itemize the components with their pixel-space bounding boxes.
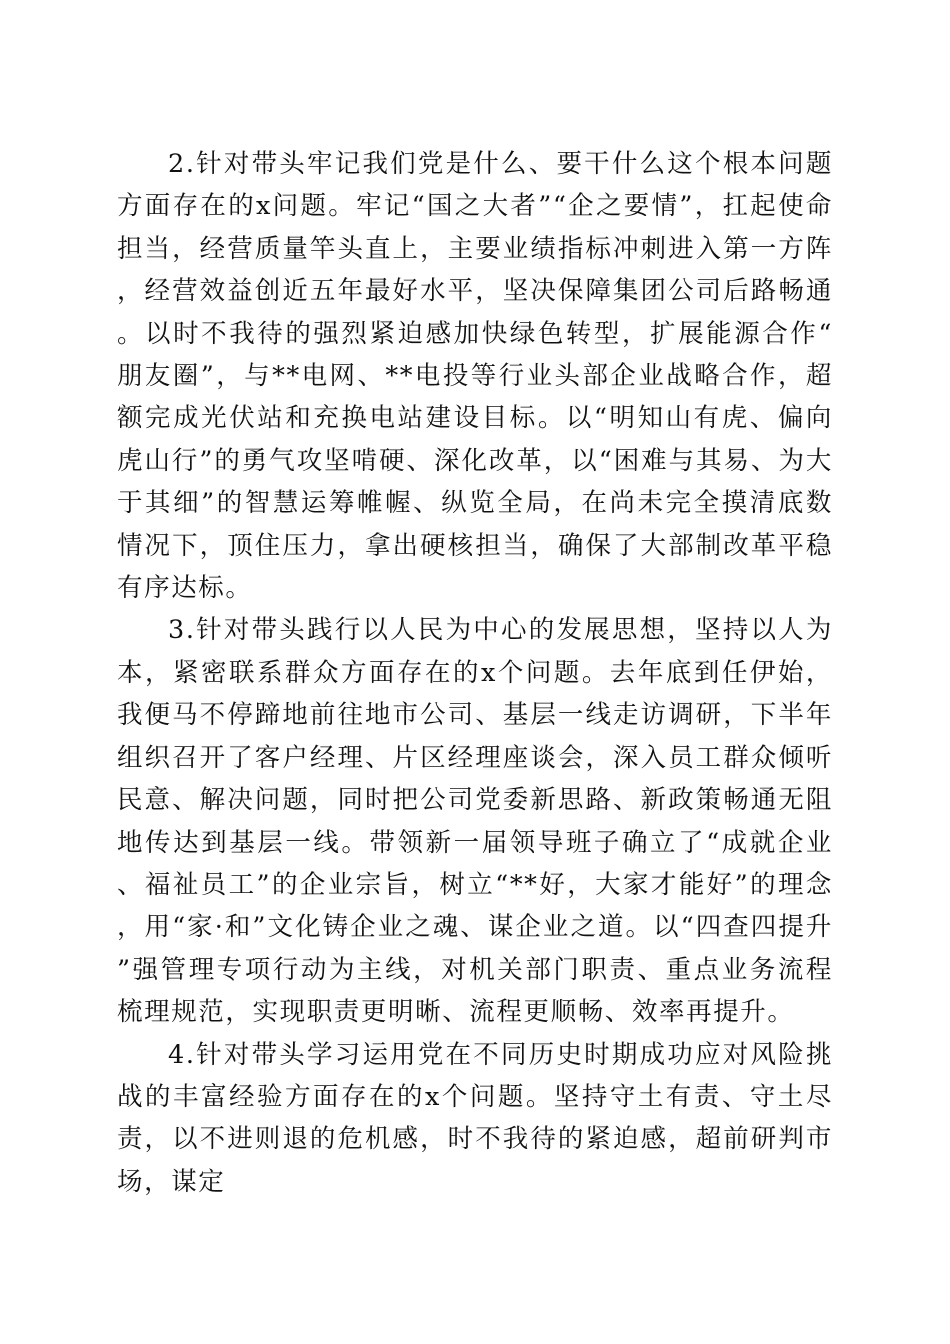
document-body: [117, 143, 833, 1203]
paragraph-item-2: 2.针对带头牢记我们党是什么、要干什么这个根本问题方面存在的x问题。牢记“国之大者”“企之要情”，扛起使命担当，经营质量竿头直上，主要业绩指标冲刺进入第一方阵，经营效益创近五年最好水平，坚决保障集团公司后路畅通。以时不我待的强烈紧迫感加快绿色转型，扩展能源合作“朋友圈”，与**电网、**电投等行业头部企业战略合作，超额完成光伏站和充换电站建设目标。以“明知山有虎、偏向虎山行”的勇气攻坚啃硬、深化改革，以“困难与其易、为大于其细”的智慧运筹帷幄、纵览全局，在尚未完全摸清底数情况下，顶住压力，拿出硬核担当，确保了大部制改革平稳有序达标。: [117, 149, 833, 604]
paragraph-item-4: 4.针对带头学习运用党在不同历史时期成功应对风险挑战的丰富经验方面存在的x个问题。坚持守土有责、守土尽责，以不进则退的危机感，时不我待的紧迫感，超前研判市场，谋定: [117, 1039, 833, 1197]
paragraph-item-3: 3.针对带头践行以人民为中心的发展思想，坚持以人为本，紧密联系群众方面存在的x个问题。去年底到任伊始，我便马不停蹄地前往地市公司、基层一线走访调研，下半年组织召开了客户经理、片区经理座谈会，深入员工群众倾听民意、解决问题，同时把公司党委新思路、新政策畅通无阻地传达到基层一线。带领新一届领导班子确立了“成就企业、福祉员工”的企业宗旨，树立“**好，大家才能好”的理念，用“家·和”文化铸企业之魂、谋企业之道。以“四查四提升”强管理专项行动为主线，对机关部门职责、重点业务流程梳理规范，实现职责更明晰、流程更顺畅、效率再提升。: [117, 615, 833, 1028]
